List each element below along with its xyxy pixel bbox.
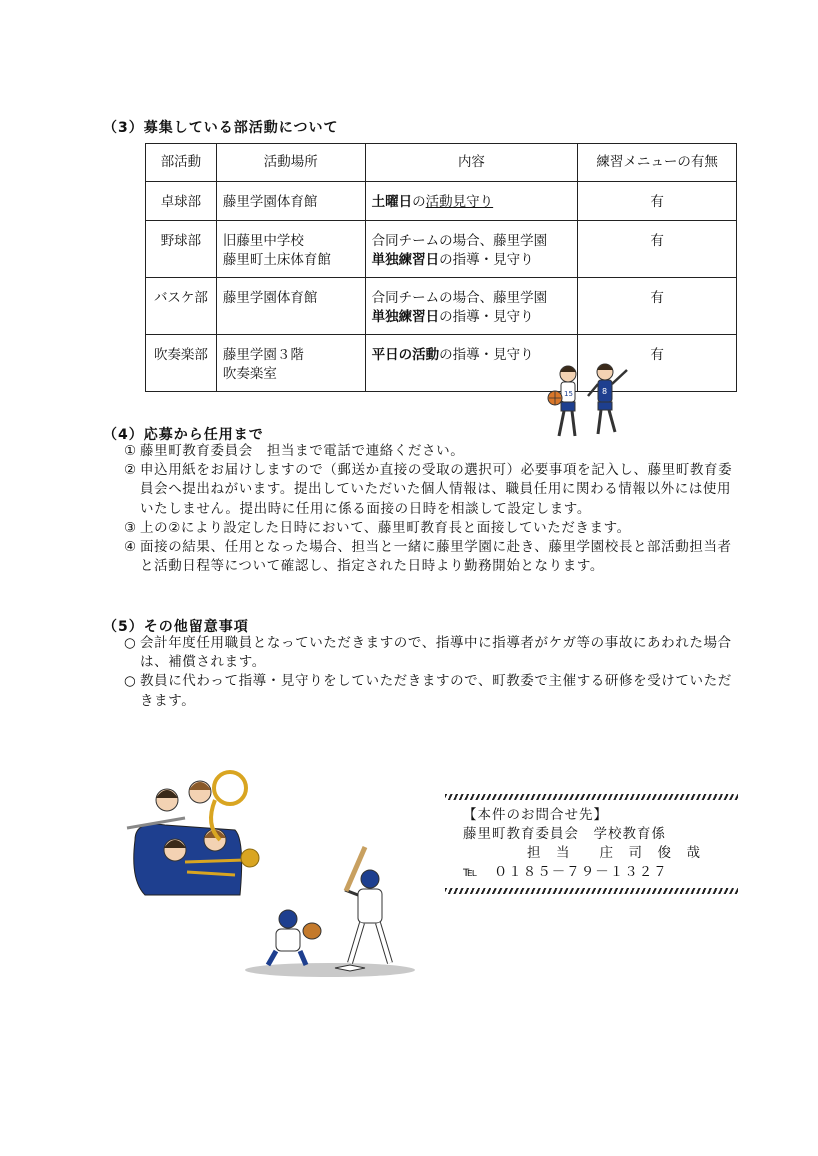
header-menu: 練習メニューの有無 [578,144,737,182]
club-place: 藤里学園体育館 [216,278,365,335]
header-club: 部活動 [146,144,217,182]
club-menu: 有 [578,182,737,221]
basketball-players-illustration [543,360,638,448]
phone-icon: ℡ [463,864,479,880]
baseball-illustration [240,845,420,980]
list-item: ③ 上の②により設定した日時において、藤里町教育長と面接していただきます。 [124,519,631,536]
svg-text:8: 8 [602,387,608,396]
club-name: 野球部 [146,221,217,278]
list-item: ○ 教員に代わって指導・見守りをしていただきますので、町教委で主催する研修を受けていただきます。 [124,673,732,709]
section4-title: （4）応募から任用まで [103,427,264,443]
contact-bottom-border [445,888,738,894]
club-menu: 有 [578,221,737,278]
club-name: 卓球部 [146,182,217,221]
clubs-table [145,143,737,392]
club-content: 土曜日の活動見守り [365,182,578,221]
table-row [146,182,737,221]
club-place: 藤里学園体育館 [216,182,365,221]
club-place: 旧藤里中学校 藤里町土床体育館 [216,221,365,278]
club-name: バスケ部 [146,278,217,335]
list-item: ① 藤里町教育委員会 担当まで電話で連絡ください。 [124,443,465,459]
list-item: ④ 面接の結果、任用となった場合、担当と一緒に藤里学園に赴き、藤里学園校長と部活動担当者と活動日程等について確認し、指定された日時より勤務開始となります。 [124,539,732,575]
section4-list [124,442,740,576]
club-place: 藤里学園３階 吹奏楽室 [216,335,365,392]
list-item: ○ 会計年度任用職員となっていただきますので、指導中に指導者がケガ等の事故にあわれた場合は、補償されます。 [124,635,732,671]
club-content: 合同チームの場合、藤里学園 単独練習日の指導・見守り [365,221,578,278]
contact-tel-row [463,863,743,882]
club-content: 平日の活動の指導・見守り [365,335,578,392]
contact-heading: 【本件のお問合せ先】 [463,807,608,823]
header-place: 活動場所 [216,144,365,182]
contact-person: 担 当 庄 司 俊 哉 [527,845,701,861]
contact-top-border [445,794,738,800]
contact-tel: ０１８５－７９－１３２７ [493,864,668,880]
contact-org: 藤里町教育委員会 学校教育係 [463,826,666,842]
table-header-row [146,144,737,182]
table-row [146,278,737,335]
club-menu: 有 [578,278,737,335]
section5-title: （5）その他留意事項 [103,619,249,635]
list-item: ② 申込用紙をお届けしますので（郵送か直接の受取の選択可）必要事項を記入し、藤里町教育委員会へ提出ねがいます。提出していただいた個人情報は、職員任用に関わる情報以外には使用いたしません。提出時に任用に係る面接の日時を相談して設定します。 [124,462,733,517]
club-content: 合同チームの場合、藤里学園 単独練習日の指導・見守り [365,278,578,335]
club-menu: 有 [578,335,737,392]
club-name: 吹奏楽部 [146,335,217,392]
section3-title: （3）募集している部活動について [103,120,339,136]
table-row [146,221,737,278]
contact-box [463,806,743,882]
svg-text:15: 15 [564,390,573,398]
table-row [146,335,737,392]
header-content: 内容 [365,144,578,182]
section5-list [124,634,740,711]
